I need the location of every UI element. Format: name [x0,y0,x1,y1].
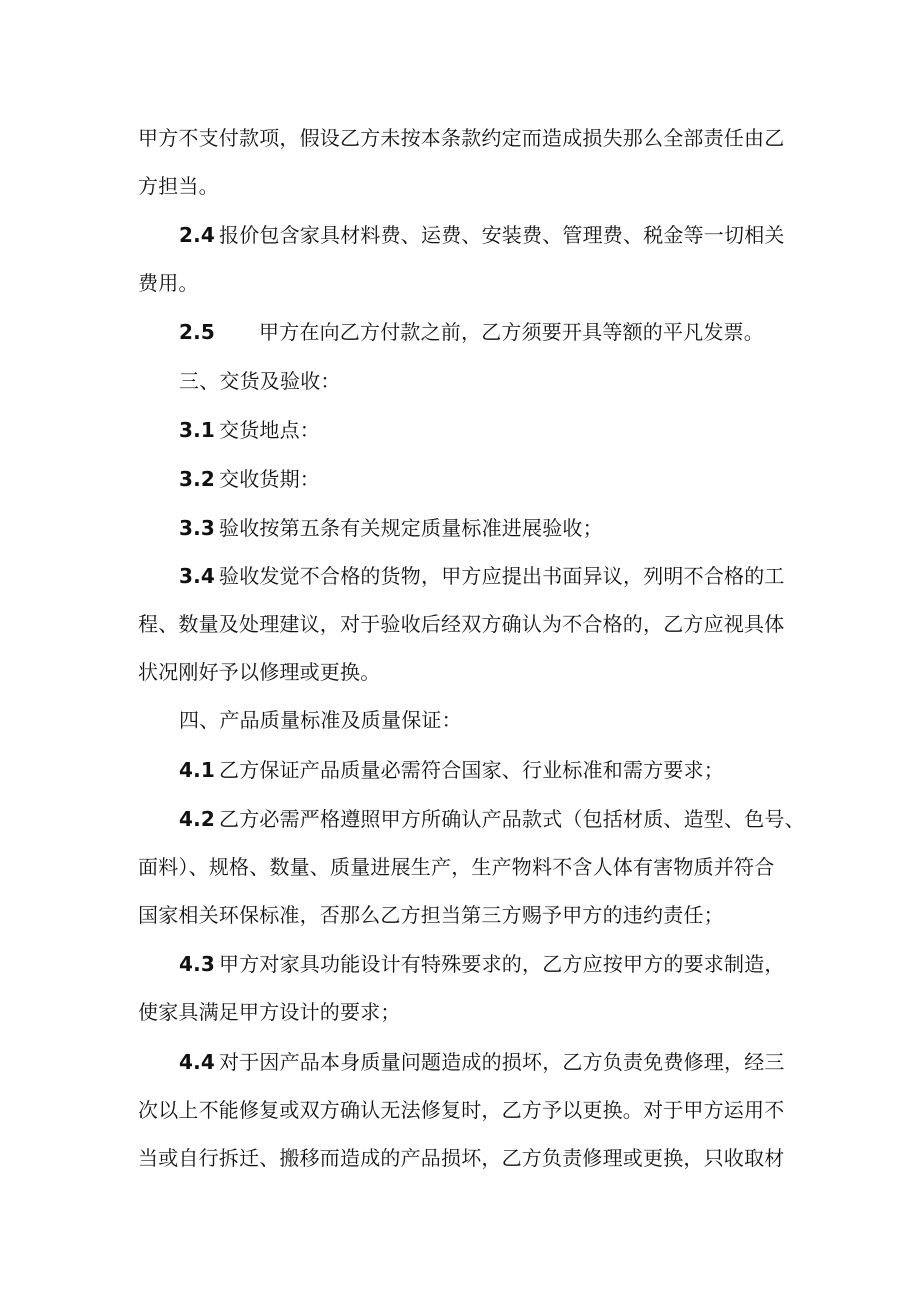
section-heading-3: 三、交货及验收： [179,369,341,393]
text-line: 使家具满足甲方设计的要求； [138,1000,401,1024]
text-line: 费用。 [138,271,199,295]
clause-text: 报价包含家具材料费、运费、安装费、管理费、税金等一切相关 [219,223,785,247]
clause-number: 3.4 [179,564,216,588]
clause-number: 3.2 [179,467,216,491]
clause-4-2 [179,805,805,833]
clause-2-5 [179,318,764,346]
clause-text: 验收发觉不合格的货物，甲方应提出书面异议，列明不合格的工 [219,564,785,588]
clause-number: 3.3 [179,516,216,540]
clause-text: 对于因产品本身质量问题造成的损坏，乙方负责免费修理，经三 [219,1050,785,1074]
text-line: 甲方不支付款项，假设乙方未按本条款约定而造成损失那么全部责任由乙 [138,126,785,150]
clause-text: 验收按第五条有关规定质量标准进展验收； [219,516,603,540]
text-line: 面料）、规格、数量、质量进展生产，生产物料不含人体有害物质并符合 [138,855,775,879]
clause-text: 乙方保证产品质量必需符合国家、行业标准和需方要求； [219,758,724,782]
clause-text: 甲方对家具功能设计有特殊要求的，乙方应按甲方的要求制造， [219,952,785,976]
clause-3-3 [179,514,603,542]
clause-number: 4.1 [179,758,216,782]
text-line: 当或自行拆迁、搬移而造成的产品损坏，乙方负责修理或更换，只收取材 [138,1146,785,1170]
section-heading-4: 四、产品质量标准及质量保证： [179,708,462,732]
text-line: 状况刚好予以修理或更换。 [138,660,381,684]
clause-text: 乙方必需严格遵照甲方所确认产品款式（包括材质、造型、色号、 [219,807,805,831]
clause-number: 2.5 [179,320,216,344]
clause-3-2 [179,465,320,493]
clause-3-4 [179,562,785,590]
text-line: 国家相关环保标准，否那么乙方担当第三方赐予甲方的违约责任； [138,903,724,927]
clause-number: 2.4 [179,223,216,247]
text-line: 方担当。 [138,174,219,198]
clause-text: 交货地点： [219,418,320,442]
clause-2-4 [179,221,785,249]
text-line: 程、数量及处理建议，对于验收后经双方确认为不合格的，乙方应视具体 [138,612,785,636]
clause-text: 交收货期： [219,467,320,491]
clause-number: 4.2 [179,807,216,831]
text-line: 次以上不能修复或双方确认无法修复时，乙方予以更换。对于甲方运用不 [138,1098,785,1122]
clause-3-1 [179,416,320,444]
clause-4-1 [179,756,724,784]
clause-number: 4.4 [179,1050,216,1074]
clause-number: 4.3 [179,952,216,976]
clause-4-4 [179,1048,785,1076]
clause-text: 甲方在向乙方付款之前，乙方须要开具等额的平凡发票。 [259,320,764,344]
clause-number: 3.1 [179,418,216,442]
clause-4-3 [179,950,785,978]
